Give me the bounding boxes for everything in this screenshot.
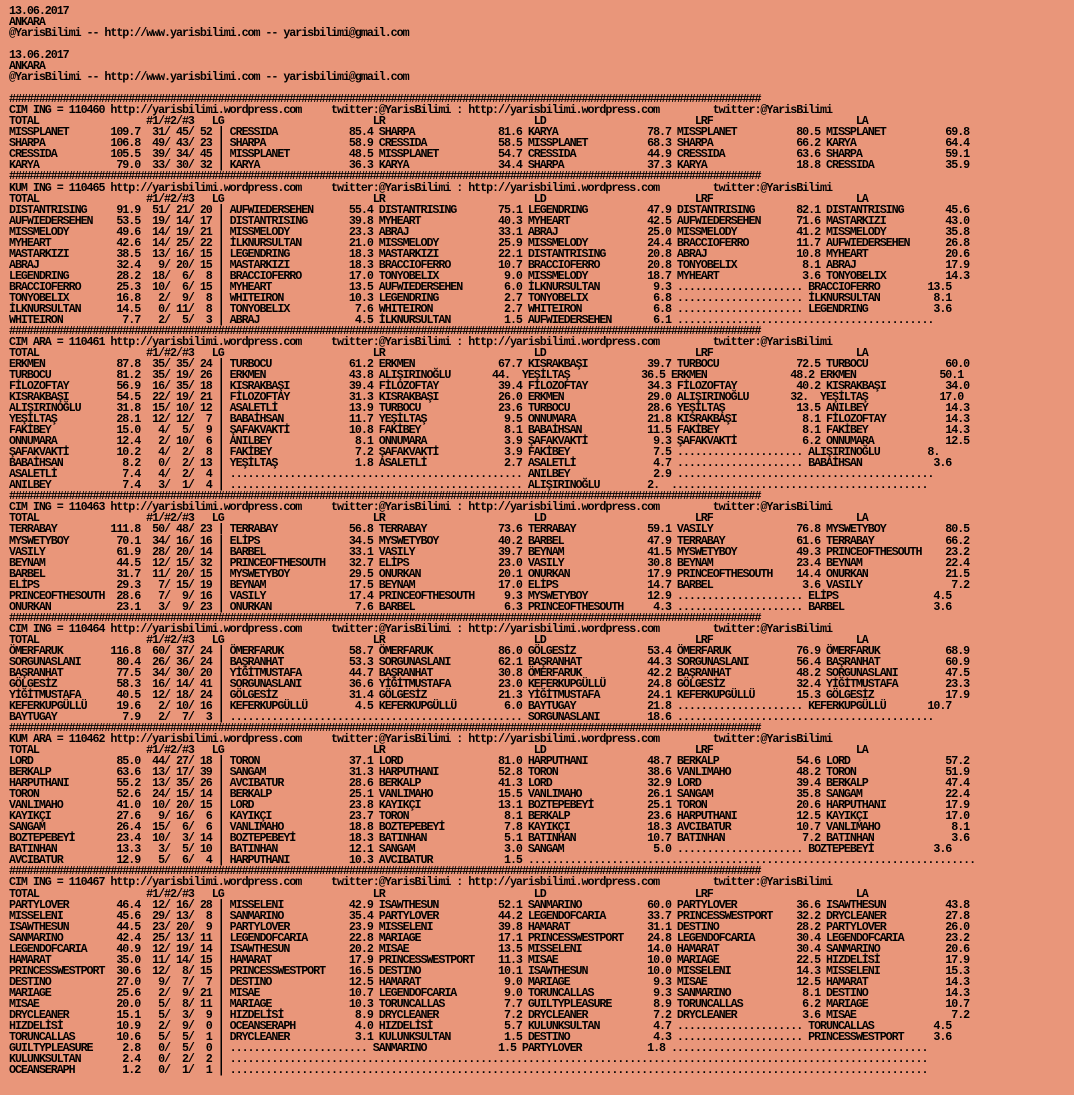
- table-row: SHARPA 106.8 49/ 43/ 23 | SHARPA 58.9 CRESSIDA 58.5 MISSPLANET 68.3 SHARPA 66.2 KARYA 64.4: [9, 136, 970, 151]
- table-row: TURBOCU 81.2 35/ 19/ 26 | ERKMEN 43.8 ALIŞIRINOĞLU 44. YEŞİLTAŞ 36.5 ERKMEN 48.2 ERKMEN 50.1: [9, 368, 964, 383]
- table-row: VASILY 61.9 28/ 20/ 14 | BARBEL 33.1 VASILY 39.7 BEYNAM 41.5 MYSWETYBOY 49.3 PRINCEOFTHESOUTH 23.2: [9, 544, 970, 559]
- header-line: ANKARA: [9, 15, 45, 30]
- table-row: DISTANTRISING 91.9 51/ 21/ 20 | AUFWIEDERSEHEN 55.4 DISTANTRISING 75.1 LEGENDRING 47.9 DISTANTRISING 82.1 DISTANTRISING 45.6: [9, 202, 970, 217]
- table-row: KULUNKSULTAN 2.4 0/ 2/ 2 | .....................................................................................................................: [9, 1051, 928, 1066]
- separator-line: ##############################################################################################################################: [9, 610, 761, 625]
- table-row: YİĞİTMUSTAFA 40.5 12/ 18/ 24 | GÖLGESİZ 31.4 GÖLGESİZ 21.3 YİĞİTMUSTAFA 24.1 KEFERKUPGÜLLÜ 15.3 GÖLGESİZ 17.9: [9, 687, 970, 702]
- table-row: PRINCESSWESTPORT 30.6 12/ 8/ 15 | PRINCESSWESTPORT 16.5 DESTINO 10.1 ISAWTHESUN 10.0 MISSELENI 14.3 MISSELENI 15.3: [9, 963, 970, 978]
- table-row: BAYTUGAY 7.9 2/ 7/ 3 | ................................................. SORGUNASLANI 18.6 ...........................................: [9, 710, 934, 724]
- table-row: SANMARINO 42.4 25/ 13/ 11 | LEGENDOFCARIA 22.8 MARIAGE 17.1 PRINCESSWESTPORT 24.8 LEGENDOFCARIA 30.4 LEGENDOFCARIA 23.2: [9, 930, 970, 945]
- table-row: BAŞRANHAT 77.5 34/ 30/ 20 | YİĞİTMUSTAFA 44.7 BAŞRANHAT 30.8 ÖMERFARUK 42.2 BAŞRANHAT 48.2 SORGUNASLANI 47.5: [9, 665, 970, 680]
- race-title: KUM ING = 110465 http://yarisbilimi.wordpress.com twitter:@YarisBilimi : http://yarisbilimi.wordpress.com twitter:@YarisBilimi: [9, 180, 832, 195]
- table-row: TORON 52.6 24/ 15/ 14 | BERKALP 25.1 VANLIMAHO 15.5 VANLIMAHO 26.1 SANGAM 35.8 SANGAM 22.4: [9, 787, 970, 802]
- table-row: LEGENDOFCARIA 40.9 12/ 19/ 14 | ISAWTHESUN 20.2 MISAE 13.5 MISSELENI 14.0 HAMARAT 30.4 SANMARINO 20.6: [9, 941, 970, 956]
- table-row: ABRAJ 32.4 9/ 20/ 15 | MASTARKIZI 18.3 BRACCIOFERRO 10.7 BRACCIOFERRO 20.8 TONYOBELIX 8.1 ABRAJ 17.9: [9, 257, 970, 272]
- table-row: HAMARAT 35.0 11/ 14/ 15 | HAMARAT 17.9 PRINCESSWESTPORT 11.3 MISAE 10.0 MARIAGE 22.5 HIZDELİSİ 17.9: [9, 952, 970, 967]
- table-row: TONYOBELIX 16.8 2/ 9/ 8 | WHITEIRON 10.3 LEGENDRING 2.7 TONYOBELIX 6.8 ..................... İLKNURSULTAN 8.1: [9, 290, 952, 305]
- separator-line: ##############################################################################################################################: [9, 721, 761, 736]
- race-title: CIM ING = 110467 http://yarisbilimi.wordpress.com twitter:@YarisBilimi : http://yarisbilimi.wordpress.com twitter:@YarisBilimi: [9, 875, 832, 890]
- table-row: ONURKAN 23.1 3/ 9/ 23 | ONURKAN 7.6 BARBEL 6.3 PRINCEOFTHESOUTH 4.3 ..................... BARBEL 3.6: [9, 599, 952, 614]
- table-row: İLKNURSULTAN 14.5 0/ 11/ 8 | TONYOBELIX 7.6 WHITEIRON 2.7 WHITEIRON 6.8 ..................... LEGENDRING 3.6: [9, 301, 952, 316]
- table-row: MISSPLANET 109.7 31/ 45/ 52 | CRESSIDA 85.4 SHARPA 81.6 KARYA 78.7 MISSPLANET 80.5 MISSPLANET 69.8: [9, 125, 970, 140]
- table-row: FAKİBEY 15.0 4/ 5/ 9 | ŞAFAKVAKTİ 10.8 FAKİBEY 8.1 BABAİHSAN 11.5 FAKİBEY 8.1 FAKİBEY 14.3: [9, 423, 970, 438]
- column-header: TOTAL #1/#2/#3 LG LR LD LRF LA: [9, 191, 868, 206]
- table-row: KARYA 79.0 33/ 30/ 32 | KARYA 36.3 KARYA 34.4 SHARPA 37.3 KARYA 18.8 CRESSIDA 35.9: [9, 158, 970, 173]
- table-row: PARTYLOVER 46.4 12/ 16/ 28 | MISSELENI 42.9 ISAWTHESUN 52.1 SANMARINO 60.0 PARTYLOVER 36.6 ISAWTHESUN 43.8: [9, 897, 970, 912]
- table-row: BRACCIOFERRO 25.3 10/ 6/ 15 | MYHEART 13.5 AUFWIEDERSEHEN 6.0 İLKNURSULTAN 9.3 ..................... BRACCIOFERRO 13.5: [9, 279, 952, 294]
- separator-line: ##############################################################################################################################: [9, 169, 761, 184]
- table-row: MASTARKIZI 38.5 13/ 16/ 15 | LEGENDRING 18.3 MASTARKIZI 22.1 DISTANTRISING 20.8 ABRAJ 10.8 MYHEART 20.6: [9, 246, 970, 261]
- table-row: FİLOZOFTAY 56.9 16/ 35/ 18 | KISRAKBAŞI 39.4 FİLOZOFTAY 39.4 FİLOZOFTAY 34.3 FİLOZOFTAY 40.2 KISRAKBAŞI 34.0: [9, 379, 970, 394]
- blank-line: [9, 39, 1074, 50]
- race-title: CIM ING = 110464 http://yarisbilimi.wordpress.com twitter:@YarisBilimi : http://yarisbilimi.wordpress.com twitter:@YarisBilimi: [9, 621, 832, 636]
- table-row: MISSELENI 45.6 29/ 13/ 8 | SANMARINO 35.4 PARTYLOVER 44.2 LEGENDOFCARIA 33.7 PRINCESSWESTPORT 32.2 DRYCLEANER 27.8: [9, 908, 970, 923]
- table-row: AUFWIEDERSEHEN 53.5 19/ 14/ 17 | DISTANTRISING 39.8 MYHEART 40.3 MYHEART 42.5 AUFWIEDERSEHEN 71.6 MASTARKIZI 43.0: [9, 213, 970, 228]
- separator-line: ##############################################################################################################################: [9, 864, 761, 879]
- table-row: DESTINO 27.0 9/ 7/ 7 | DESTINO 12.5 HAMARAT 9.0 MARIAGE 9.3 MISAE 12.5 HAMARAT 14.3: [9, 974, 970, 989]
- table-row: OCEANSERAPH 1.2 0/ 1/ 1 | .....................................................................................................................: [9, 1063, 928, 1077]
- table-row: SORGUNASLANI 80.4 26/ 36/ 24 | BAŞRANHAT 53.3 SORGUNASLANI 62.1 BAŞRANHAT 44.3 SORGUNASLANI 56.4 BAŞRANHAT 60.9: [9, 654, 970, 669]
- column-header: TOTAL #1/#2/#3 LG LR LD LRF LA: [9, 886, 868, 901]
- race-title: CIM ARA = 110461 http://yarisbilimi.wordpress.com twitter:@YarisBilimi : http://yarisbilimi.wordpress.com twitter:@YarisBilimi: [9, 334, 832, 349]
- table-row: BOZTEPEBEYİ 23.4 10/ 3/ 14 | BOZTEPEBEYİ 18.3 BATINHAN 5.1 BATINHAN 10.7 BATINHAN 7.2 BATINHAN 3.6: [9, 831, 970, 846]
- table-row: SANGAM 26.4 15/ 6/ 6 | VANLIMAHO 18.8 BOZTEPEBEYİ 7.8 KAYIKÇI 18.3 AVCIBATUR 10.7 VANLIMAHO 8.1: [9, 820, 970, 835]
- separator-line: ##############################################################################################################################: [9, 323, 761, 338]
- table-row: ANILBEY 7.4 3/ 1/ 4 | ................................................. ALIŞIRINOĞLU 2. ...........................................: [9, 478, 928, 493]
- table-row: ERKMEN 87.8 35/ 35/ 24 | TURBOCU 61.2 ERKMEN 67.7 KISRAKBAŞI 39.7 TURBOCU 72.5 TURBOCU 60.0: [9, 357, 970, 371]
- column-header: TOTAL #1/#2/#3 LG LR LD LRF LA: [9, 632, 868, 647]
- table-row: KEFERKUPGÜLLÜ 19.6 2/ 10/ 16 | KEFERKUPGÜLLÜ 4.5 KEFERKUPGÜLLÜ 6.0 BAYTUGAY 21.8 ..................... KEFERKUPGÜLLÜ 10.7: [9, 698, 952, 713]
- table-row: MARIAGE 25.6 2/ 9/ 21 | MISAE 10.7 LEGENDOFCARIA 9.0 TORUNCALLAS 9.3 SANMARINO 8.1 DESTINO 14.3: [9, 985, 970, 1000]
- table-row: MISSMELODY 49.6 14/ 19/ 21 | MISSMELODY 23.3 ABRAJ 33.1 ABRAJ 25.0 MISSMELODY 41.2 MISSMELODY 35.8: [9, 224, 970, 239]
- table-row: GÖLGESİZ 58.3 16/ 14/ 41 | SORGUNASLANI 36.6 YİĞİTMUSTAFA 23.0 KEFERKUPGÜLLÜ 24.8 GÖLGESİZ 32.4 YİĞİTMUSTAFA 23.3: [9, 676, 970, 691]
- race-title: CIM ING = 110463 http://yarisbilimi.wordpress.com twitter:@YarisBilimi : http://yarisbilimi.wordpress.com twitter:@YarisBilimi: [9, 500, 832, 515]
- table-row: ONNUMARA 12.4 2/ 10/ 6 | ANILBEY 8.1 ONNUMARA 3.9 ŞAFAKVAKTİ 9.3 ŞAFAKVAKTİ 6.2 ONNUMARA 12.5: [9, 434, 970, 449]
- table-row: BABAİHSAN 8.2 0/ 2/ 13 | YEŞİLTAŞ 1.8 ASALETLİ 2.7 ASALETLİ 4.7 ..................... BABAİHSAN 3.6: [9, 456, 952, 471]
- table-row: AVCIBATUR 12.9 5/ 6/ 4 | HARPUTHANI 10.3 AVCIBATUR 1.5 ...........................................................................: [9, 853, 976, 868]
- table-row: BARBEL 31.7 11/ 20/ 15 | MYSWETYBOY 29.5 ONURKAN 20.1 ONURKAN 17.9 PRINCEOFTHESOUTH 14.4 ONURKAN 21.5: [9, 566, 970, 581]
- column-header: TOTAL #1/#2/#3 LG LR LD LRF LA: [9, 114, 868, 129]
- race-title: CIM ING = 110460 http://yarisbilimi.wordpress.com twitter:@YarisBilimi : http://yarisbilimi.wordpress.com twitter:@YarisBilimi: [9, 103, 832, 118]
- header-line: @YarisBilimi -- http://www.yarisbilimi.com -- yarisbilimi@gmail.com: [9, 70, 409, 85]
- column-header: TOTAL #1/#2/#3 LG LR LD LRF LA: [9, 345, 868, 360]
- table-row: MYHEART 42.6 14/ 25/ 22 | İLKNURSULTAN 21.0 MISSMELODY 25.9 MISSMELODY 24.4 BRACCIOFERRO 11.7 AUFWIEDERSEHEN 26.8: [9, 235, 970, 250]
- table-row: KAYIKÇI 27.6 9/ 16/ 6 | KAYIKÇI 23.7 TORON 8.1 BERKALP 23.6 HARPUTHANI 12.5 KAYIKÇI 17.0: [9, 809, 970, 824]
- table-row: ŞAFAKVAKTİ 10.2 4/ 2/ 8 | FAKİBEY 7.2 ŞAFAKVAKTİ 3.9 FAKİBEY 7.5 ..................... ALIŞIRINOĞLU 8.: [9, 445, 940, 460]
- table-row: CRESSIDA 105.5 39/ 34/ 45 | MISSPLANET 48.5 MISSPLANET 54.7 CRESSIDA 44.9 CRESSIDA 63.6 SHARPA 59.1: [9, 147, 970, 162]
- table-row: BEYNAM 44.5 12/ 15/ 32 | PRINCEOFTHESOUTH 32.7 ELİPS 23.0 VASILY 30.8 BEYNAM 23.4 BEYNAM 22.4: [9, 555, 970, 570]
- table-row: LEGENDRING 28.2 18/ 6/ 8 | BRACCIOFERRO 17.0 TONYOBELIX 9.0 MISSMELODY 18.7 MYHEART 3.6 TONYOBELIX 14.3: [9, 268, 970, 283]
- table-row: HIZDELİSİ 10.9 2/ 9/ 0 | OCEANSERAPH 4.0 HIZDELİSİ 5.7 KULUNKSULTAN 4.7 ..................... TORUNCALLAS 4.5: [9, 1018, 952, 1033]
- header-line: 13.06.2017: [9, 48, 69, 63]
- table-row: ALIŞIRINOĞLU 31.8 15/ 10/ 12 | ASALETLİ 13.9 TURBOCU 23.6 TURBOCU 28.6 YEŞİLTAŞ 13.5 ANILBEY 14.3: [9, 401, 970, 416]
- separator-line: ##############################################################################################################################: [9, 92, 761, 107]
- table-row: YEŞİLTAŞ 28.1 12/ 12/ 7 | BABAİHSAN 11.7 YEŞİLTAŞ 9.5 ONNUMARA 21.8 KISRAKBAŞI 8.1 FİLOZOFTAY 14.3: [9, 412, 970, 427]
- header-line: @YarisBilimi -- http://www.yarisbilimi.com -- yarisbilimi@gmail.com: [9, 26, 409, 41]
- column-header: TOTAL #1/#2/#3 LG LR LD LRF LA: [9, 743, 868, 758]
- table-row: MISAE 20.0 5/ 8/ 11 | MARIAGE 10.3 TORUNCALLAS 7.7 GUILTYPLEASURE 8.9 TORUNCALLAS 6.2 MARIAGE 10.7: [9, 996, 970, 1011]
- column-header: TOTAL #1/#2/#3 LG LR LD LRF LA: [9, 511, 868, 526]
- table-row: DRYCLEANER 15.1 5/ 3/ 9 | HIZDELİSİ 8.9 DRYCLEANER 7.2 DRYCLEANER 7.2 DRYCLEANER 3.6 MISAE 7.2: [9, 1007, 970, 1022]
- table-row: LORD 85.0 44/ 27/ 18 | TORON 37.1 LORD 81.0 HARPUTHANI 48.7 BERKALP 54.6 LORD 57.2: [9, 754, 970, 769]
- table-row: VANLIMAHO 41.0 10/ 20/ 15 | LORD 23.8 KAYIKÇI 13.1 BOZTEPEBEYİ 25.1 TORON 20.6 HARPUTHANI 17.9: [9, 798, 970, 813]
- table-row: ÖMERFARUK 116.8 60/ 37/ 24 | ÖMERFARUK 58.7 ÖMERFARUK 86.0 GÖLGESİZ 53.4 ÖMERFARUK 76.9 ÖMERFARUK 68.9: [9, 643, 970, 658]
- header-line: 13.06.2017: [9, 4, 69, 18]
- table-row: KISRAKBAŞI 54.5 22/ 19/ 21 | FİLOZOFTAY 31.3 KISRAKBAŞI 26.0 ERKMEN 29.0 ALIŞIRINOĞLU 32. YEŞİLTAŞ 17.0: [9, 390, 964, 405]
- header-line: ANKARA: [9, 59, 45, 74]
- table-row: ISAWTHESUN 44.5 23/ 20/ 9 | PARTYLOVER 23.9 MISSELENI 39.8 HAMARAT 31.1 DESTINO 28.2 PARTYLOVER 26.0: [9, 919, 970, 934]
- table-row: TERRABAY 111.8 50/ 48/ 23 | TERRABAY 56.8 TERRABAY 73.6 TERRABAY 59.1 VASILY 76.8 MYSWETYBOY 80.5: [9, 522, 970, 537]
- table-row: HARPUTHANI 55.2 13/ 35/ 26 | AVCIBATUR 28.6 BERKALP 41.3 LORD 32.9 LORD 39.4 BERKALP 47.4: [9, 776, 970, 791]
- race-title: KUM ARA = 110462 http://yarisbilimi.wordpress.com twitter:@YarisBilimi : http://yarisbilimi.wordpress.com twitter:@YarisBilimi: [9, 732, 832, 747]
- table-row: ELİPS 29.3 7/ 15/ 19 | BEYNAM 17.5 BEYNAM 17.0 ELİPS 14.7 BARBEL 3.6 VASILY 7.2: [9, 577, 970, 592]
- table-row: WHITEIRON 7.7 2/ 5/ 3 | ABRAJ 4.5 İLKNURSULTAN 1.5 AUFWIEDERSEHEN 6.1 ...........................................: [9, 312, 934, 327]
- table-row: GUILTYPLEASURE 2.8 0/ 5/ 0 | ....................... SANMARINO 1.5 PARTYLOVER 1.8 ...........................................: [9, 1040, 928, 1055]
- table-row: ASALETLİ 7.4 4/ 2/ 4 | ................................................. ANILBEY 2.9 ...........................................: [9, 467, 934, 482]
- table-row: BATINHAN 13.3 3/ 5/ 10 | BATINHAN 12.1 SANGAM 3.0 SANGAM 5.0 ..................... BOZTEPEBEYİ 3.6: [9, 842, 952, 857]
- table-row: MYSWETYBOY 70.1 34/ 16/ 16 | ELİPS 34.5 MYSWETYBOY 40.2 BARBEL 47.9 TERRABAY 61.6 TERRABAY 66.2: [9, 533, 970, 548]
- separator-line: ##############################################################################################################################: [9, 489, 761, 504]
- table-row: TORUNCALLAS 10.6 5/ 5/ 1 | DRYCLEANER 3.1 KULUNKSULTAN 1.5 DESTINO 4.3 ..................... PRINCESSWESTPORT 3.6: [9, 1029, 952, 1044]
- table-row: PRINCEOFTHESOUTH 28.6 7/ 9/ 16 | VASILY 17.4 PRINCEOFTHESOUTH 9.3 MYSWETYBOY 12.9 ..................... ELİPS 4.5: [9, 588, 952, 603]
- table-row: BERKALP 63.6 13/ 17/ 39 | SANGAM 31.3 HARPUTHANI 52.8 TORON 38.6 VANLIMAHO 48.2 TORON 51.9: [9, 765, 970, 780]
